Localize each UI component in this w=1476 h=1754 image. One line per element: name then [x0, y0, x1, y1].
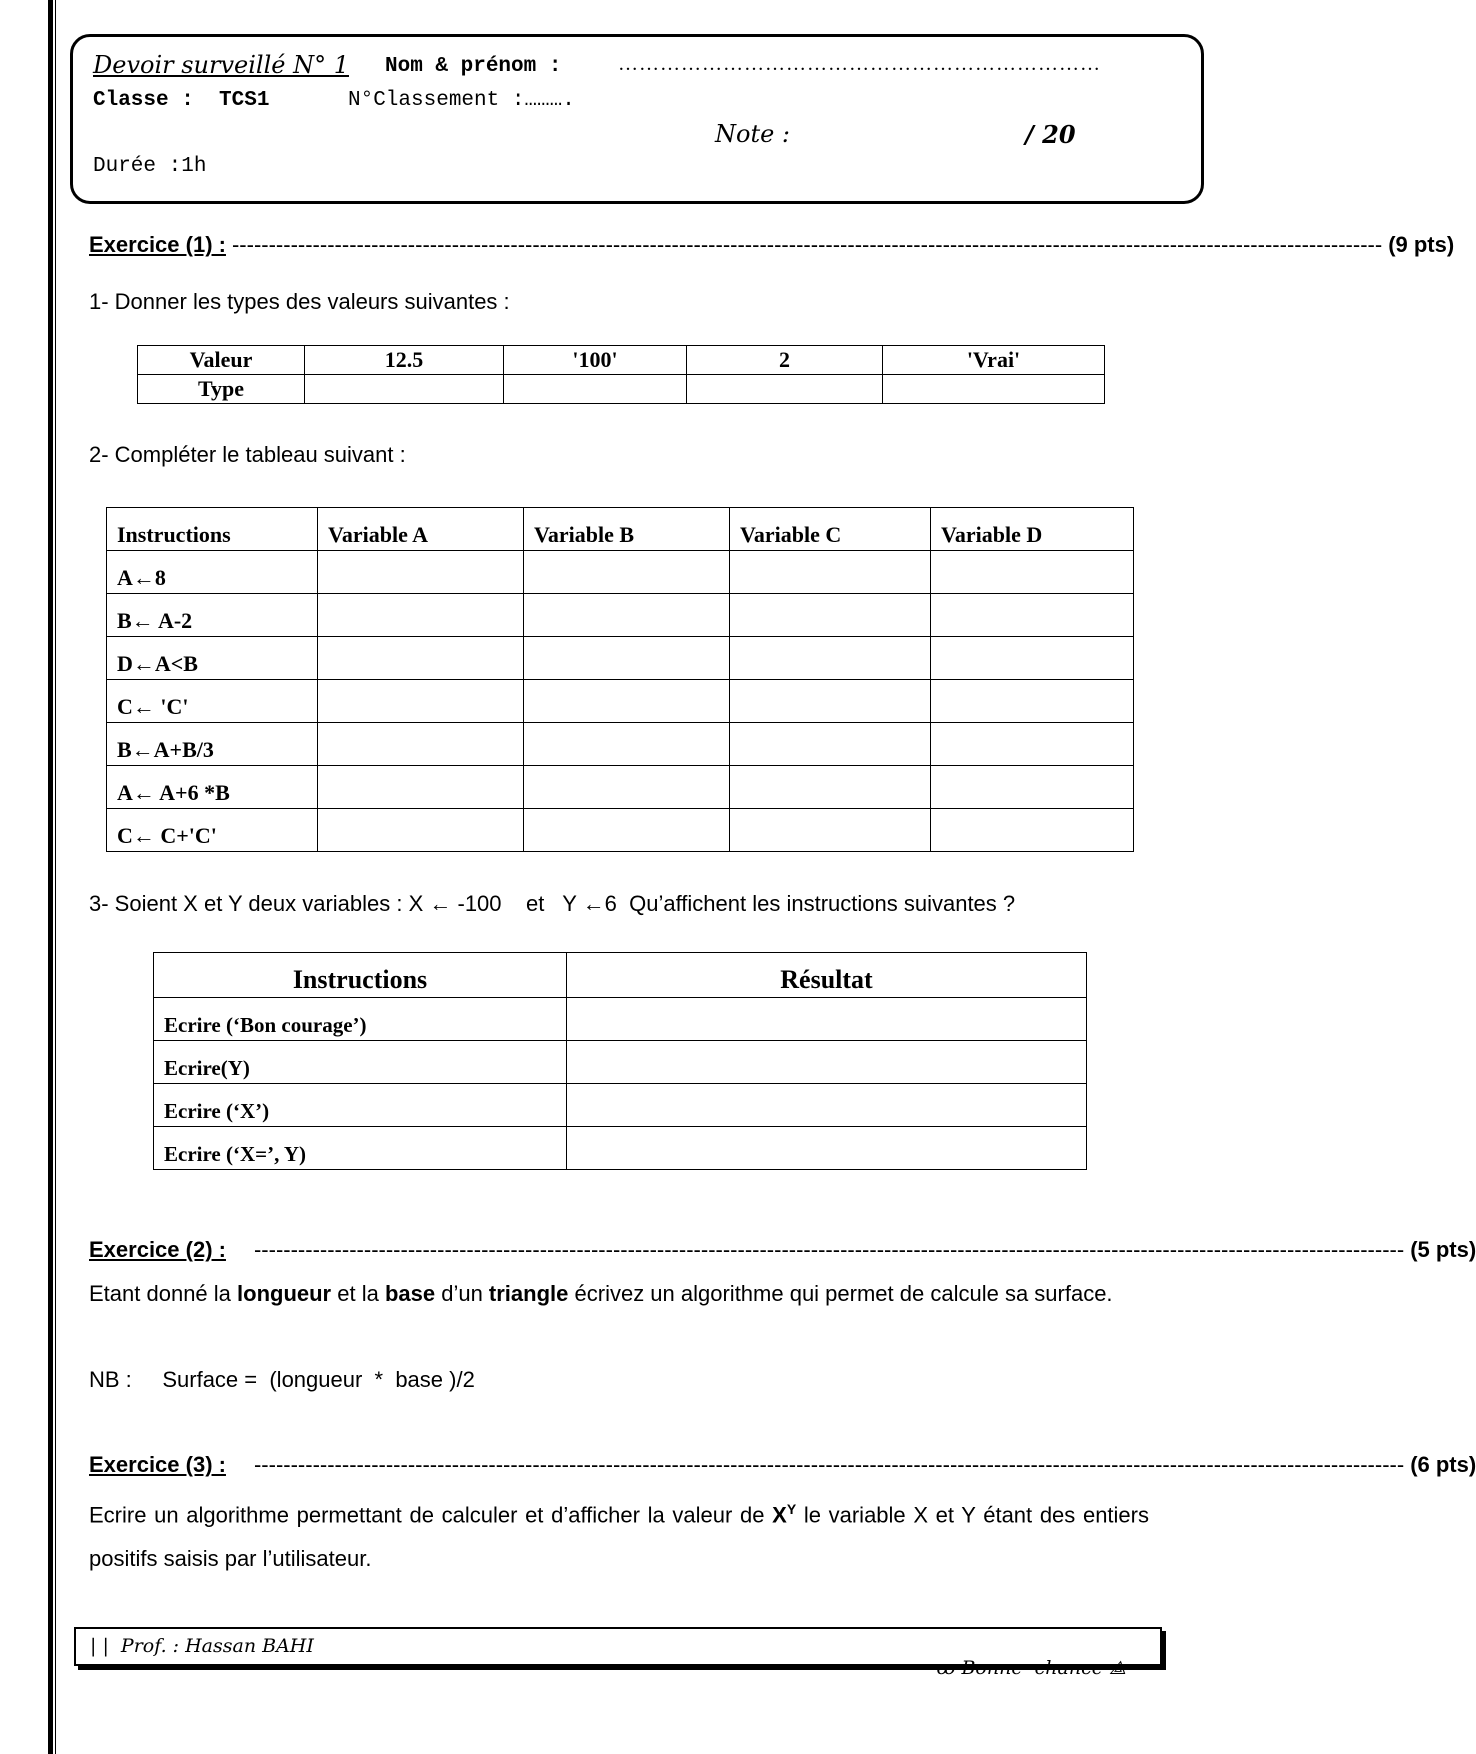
value-cell: 12.5 [305, 346, 504, 375]
table-header-row [154, 953, 1087, 998]
answer-cell[interactable] [318, 809, 524, 852]
text-run: écrivez un algorithme qui permet de calcule sa surface. [568, 1281, 1113, 1306]
prof-name: | | Prof. : Hassan BAHI [90, 1635, 314, 1657]
answer-cell[interactable] [318, 637, 524, 680]
flower-icon: ꝏ [936, 1657, 962, 1679]
exercise-1-heading [89, 232, 1455, 258]
instruction-cell: C← 'C' [107, 680, 318, 723]
exam-title: Devoir surveillé N° 1 [93, 51, 349, 79]
type-answer-cell[interactable] [883, 375, 1105, 404]
answer-cell[interactable] [730, 723, 931, 766]
answer-cell[interactable] [730, 809, 931, 852]
answer-cell[interactable] [524, 723, 730, 766]
text-run: Etant donné la [89, 1281, 238, 1306]
flower-icon: ⟁ [1103, 1657, 1126, 1679]
result-cell[interactable] [567, 998, 1087, 1041]
nom-field[interactable]: …………………………………………………………… [618, 53, 1101, 75]
text-run: et la [331, 1281, 385, 1306]
exercise-2-heading [89, 1237, 1476, 1263]
table-row [107, 723, 1134, 766]
footer-box [74, 1627, 1162, 1679]
exercise-2-text [89, 1272, 1149, 1316]
value-cell: '100' [504, 346, 687, 375]
instruction-cell: A← A+6 *B [107, 766, 318, 809]
exercise-3-heading [89, 1452, 1476, 1478]
text-bold: base [384, 1281, 436, 1306]
answer-cell[interactable] [524, 766, 730, 809]
answer-cell[interactable] [931, 551, 1134, 594]
column-header: Variable A [318, 508, 524, 551]
table-row [107, 766, 1134, 809]
variables-table [106, 507, 1134, 852]
result-cell[interactable] [567, 1084, 1087, 1127]
answer-cell[interactable] [730, 594, 931, 637]
type-answer-cell[interactable] [504, 375, 687, 404]
table-row [107, 594, 1134, 637]
column-header: Variable C [730, 508, 931, 551]
answer-cell[interactable] [318, 551, 524, 594]
answer-cell[interactable] [318, 723, 524, 766]
answer-cell[interactable] [318, 680, 524, 723]
column-header: Instructions [107, 508, 318, 551]
answer-cell[interactable] [318, 594, 524, 637]
left-margin-rule-thin [55, 0, 56, 1754]
instruction-cell: Ecrire (‘Bon courage’) [154, 998, 567, 1041]
answer-cell[interactable] [730, 551, 931, 594]
text-bold: X [772, 1502, 787, 1528]
exercise-2-title: Exercice (2) : [89, 1237, 226, 1262]
superscript: Y [786, 1501, 797, 1517]
table-row [154, 1041, 1087, 1084]
answer-cell[interactable] [524, 637, 730, 680]
question-2: 2- Compléter le tableau suivant : [89, 442, 406, 467]
dash-line: ------------------------------------------------------------------------------------------------------------------------------------------------------------- [231, 232, 1383, 257]
duree-label: Durée :1h [93, 155, 207, 178]
type-answer-cell[interactable] [305, 375, 504, 404]
text-run: Ecrire un algorithme permettant de calculer et d’afficher la valeur de [89, 1502, 773, 1528]
instruction-cell: Ecrire(Y) [154, 1041, 567, 1084]
answer-cell[interactable] [318, 766, 524, 809]
table-row [107, 809, 1134, 852]
instruction-cell: D←A<B [107, 637, 318, 680]
exercise-3-title: Exercice (3) : [89, 1452, 226, 1477]
instruction-cell: A←8 [107, 551, 318, 594]
column-header: Variable D [931, 508, 1134, 551]
exercise-2-nb: NB : Surface = (longueur * base )/2 [89, 1367, 475, 1392]
answer-cell[interactable] [931, 594, 1134, 637]
note-label: Note : [715, 120, 791, 148]
type-answer-cell[interactable] [687, 375, 883, 404]
question-3: 3- Soient X et Y deux variables : X ← -100 et Y ←6 Qu’affichent les instructions suivantes ? [89, 891, 1016, 916]
classement-field[interactable]: N°Classement :………. [348, 89, 575, 112]
text-run: d’un [435, 1281, 489, 1306]
exercise-1-points: (9 pts) [1388, 232, 1455, 257]
text-bold: triangle [488, 1281, 569, 1306]
table-header-row [107, 508, 1134, 551]
answer-cell[interactable] [524, 594, 730, 637]
instruction-cell: Ecrire (‘X’) [154, 1084, 567, 1127]
row-label-valeur: Valeur [138, 346, 305, 375]
table-row [107, 551, 1134, 594]
column-header: Instructions [154, 953, 567, 998]
instruction-cell: Ecrire (‘X=’, Y) [154, 1127, 567, 1170]
display-table [153, 952, 1087, 1170]
exercise-3-text [89, 1487, 1149, 1581]
text-bold: longueur [237, 1281, 332, 1306]
table-row [138, 346, 1105, 375]
dash-line: ------------------------------------------------------------------------------------------------------------------------------------------------------------- [253, 1237, 1405, 1262]
table-row [154, 998, 1087, 1041]
result-cell[interactable] [567, 1041, 1087, 1084]
text-run: le variable X et Y étant des entiers positifs saisis par l’utilisateur. [89, 1502, 1149, 1572]
dash-line: ------------------------------------------------------------------------------------------------------------------------------------------------------------- [253, 1452, 1405, 1477]
answer-cell[interactable] [524, 680, 730, 723]
header-box [70, 34, 1204, 204]
table-row [107, 680, 1134, 723]
answer-cell[interactable] [931, 680, 1134, 723]
answer-cell[interactable] [730, 680, 931, 723]
table-row [107, 637, 1134, 680]
good-luck-text: Bonne chance [961, 1657, 1103, 1679]
exercise-1-title: Exercice (1) : [89, 232, 226, 257]
instruction-cell: C← C+'C' [107, 809, 318, 852]
row-label-type: Type [138, 375, 305, 404]
types-table [137, 345, 1105, 404]
answer-cell[interactable] [931, 766, 1134, 809]
value-cell: 'Vrai' [883, 346, 1105, 375]
instruction-cell: B←A+B/3 [107, 723, 318, 766]
answer-cell[interactable] [730, 637, 931, 680]
good-luck [912, 1635, 1126, 1701]
exercise-2-points: (5 pts) [1410, 1237, 1476, 1262]
answer-cell[interactable] [931, 637, 1134, 680]
column-header: Résultat [567, 953, 1087, 998]
nom-label: Nom & prénom : [385, 55, 562, 78]
column-header: Variable B [524, 508, 730, 551]
answer-cell[interactable] [931, 809, 1134, 852]
instruction-cell: B← A-2 [107, 594, 318, 637]
answer-cell[interactable] [524, 809, 730, 852]
exercise-3-points: (6 pts) [1410, 1452, 1476, 1477]
question-1: 1- Donner les types des valeurs suivantes : [89, 289, 510, 314]
answer-cell[interactable] [730, 766, 931, 809]
answer-cell[interactable] [524, 551, 730, 594]
table-row [138, 375, 1105, 404]
answer-cell[interactable] [931, 723, 1134, 766]
note-max: / 20 [1025, 120, 1076, 149]
result-cell[interactable] [567, 1127, 1087, 1170]
table-row [154, 1084, 1087, 1127]
value-cell: 2 [687, 346, 883, 375]
table-row [154, 1127, 1087, 1170]
left-margin-rule [48, 0, 53, 1754]
classe-label: Classe : TCS1 [93, 89, 270, 112]
